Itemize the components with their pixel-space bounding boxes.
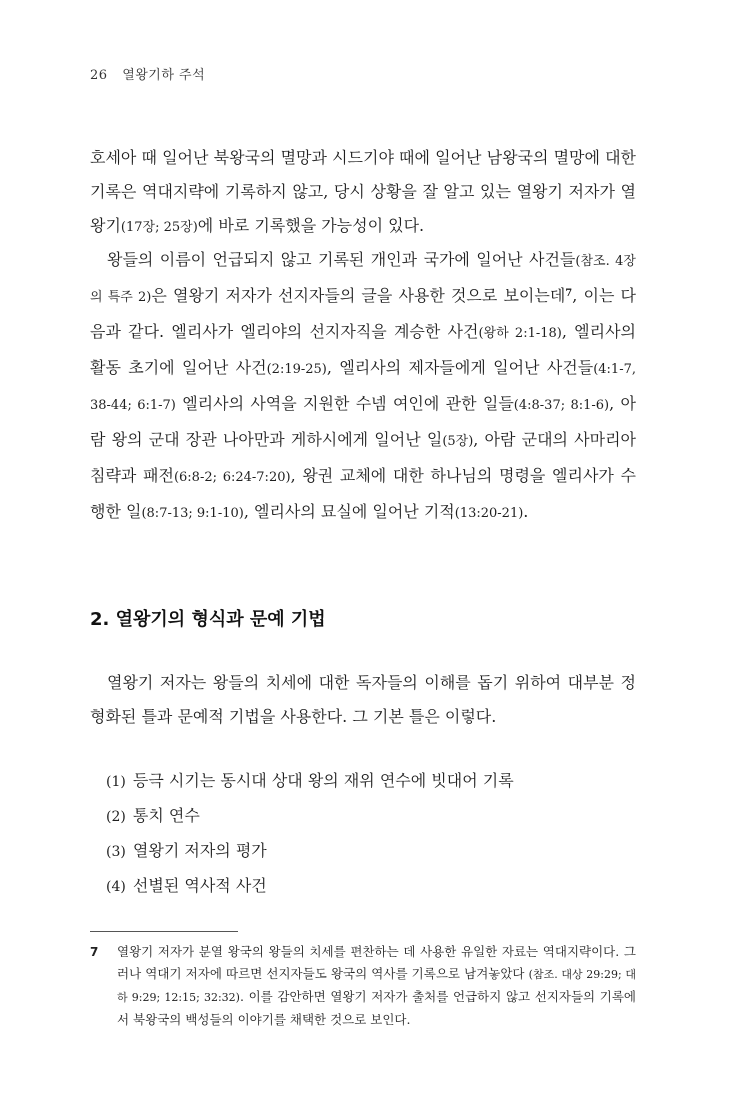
scripture-reference: (참조. 4장의 특주 2) [90,254,636,305]
numbered-list [106,764,514,904]
scripture-reference: (8:7-13; 9:1-10) [141,506,244,521]
running-head [90,64,205,83]
footnote-text-part: . 이를 감안하면 열왕기 저자가 출처를 언급하지 않고 선지자들의 기록에서 북왕국의 백성들의 이야기를 채택한 것으로 보인다. [117,989,636,1027]
paragraph-2-text: , 엘리사의 묘실에 일어난 기적 [243,502,455,521]
scripture-reference: (왕하 2:1-18) [478,326,562,341]
list-item-text: 선별된 역사적 사건 [127,876,267,895]
running-head-title: 열왕기하 주석 [122,68,206,83]
paragraph-2-text: , 엘리사의 활동 초기에 일어난 사건 [90,322,636,377]
scripture-reference: (4:8-37; 8:1-6) [513,398,610,413]
section-heading: 2. 열왕기의 형식과 문예 기법 [90,609,326,630]
footnote-reference[interactable]: 7 [565,288,573,299]
footnote-divider [90,931,238,932]
list-item-text: 통치 연수 [127,806,200,825]
footnote-text-part: 열왕기 저자가 분열 왕국의 왕들의 치세를 편찬하는 데 사용한 유일한 자료는 역대지략이다. 그러나 역대기 저자에 따르면 선지자들도 왕국의 역사를 기록으로 남겨놓았다 [117,944,636,981]
paragraph-2-text: 은 열왕기 저자가 선지자들의 글을 사용한 것으로 보이는데 [151,286,566,305]
paragraph-2-text: 왕들의 이름이 언급되지 않고 기록된 개인과 국가에 일어난 사건들 [107,250,576,269]
footnote-number: 7 [90,945,99,959]
scripture-reference: (13:20-21) [454,506,524,521]
scripture-reference: (2:19-25) [266,362,327,377]
list-item [106,834,514,869]
list-item [106,869,514,904]
paragraph-1 [90,141,636,245]
paragraph-2-text: 엘리사의 사역을 지원한 수넴 여인에 관한 일들 [175,394,514,413]
footnote-text [117,941,636,1031]
paragraph-2-text: , 이는 다음과 같다. 엘리사가 엘리야의 선지자직을 계승한 사건 [90,286,636,341]
list-item-number: (3) [106,844,126,860]
list-item-number: (2) [106,809,126,825]
list-item [106,799,514,834]
list-item [106,764,514,799]
scripture-reference: (17장; 25장) [120,220,198,235]
scripture-reference: (4:1-7, 38-44; 6:1-7) [90,362,636,413]
paragraph-2-text: , 아람 군대의 사마리아 침략과 패전 [90,430,636,485]
paragraph-2-text: . [523,502,529,521]
list-item-number: (1) [106,774,126,790]
paragraph-1-text: 호세아 때 일어난 북왕국의 멸망과 시드기야 때에 일어난 남왕국의 멸망에 대한 기록은 역대지략에 기록하지 않고, 당시 상황을 잘 알고 있는 열왕기 저자가 열왕기 [90,148,636,235]
list-item-text: 등극 시기는 동시대 상대 왕의 재위 연수에 빗대어 기록 [127,771,514,790]
page-number: 26 [90,68,108,83]
paragraph-2-text: , 엘리사의 제자들에게 일어난 사건들 [326,358,594,377]
scripture-reference: (5장) [442,434,474,449]
footnote-reference-list: (참조. 대상 29:29; 대하 9:29; 12:15; 32:32) [117,968,636,1004]
paragraph-1-text-end: 에 바로 기록했을 가능성이 있다. [197,216,425,235]
list-item-number: (4) [106,879,126,895]
paragraph-2-text: , 왕권 교체에 대한 하나님의 명령을 엘리사가 수행한 일 [90,466,636,521]
paragraph-2-text: , 아람 왕의 군대 장관 나아만과 게하시에게 일어난 일 [90,394,636,449]
list-item-text: 열왕기 저자의 평가 [127,841,267,860]
paragraph-2 [90,243,636,531]
paragraph-3: 열왕기 저자는 왕들의 치세에 대한 독자들의 이해를 돕기 위하여 대부분 정형화된 틀과 문예적 기법을 사용한다. 그 기본 틀은 이렇다. [90,673,636,726]
footnote [90,941,636,1031]
scripture-reference: (6:8-2; 6:24-7:20) [173,470,291,485]
